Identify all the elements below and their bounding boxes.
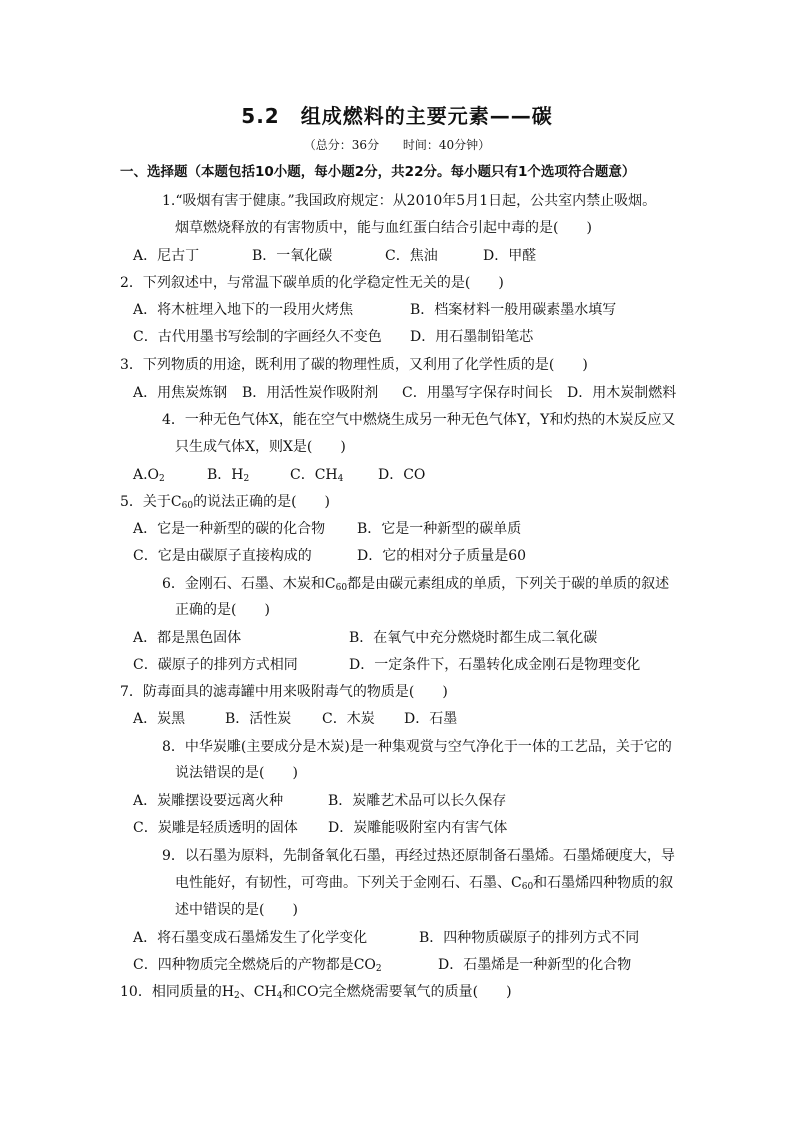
q4-option-c: C．$CH_4$ bbox=[290, 467, 344, 484]
q9-stem-line2: 电性能好，有韧性，可弯曲。下列关于金刚石、石墨、$C_{60}$和石墨烯四种物质的叙 bbox=[175, 875, 674, 892]
q4-stem-line1: 4．一种无色气体X，能在空气中燃烧生成另一种无色气体Y，Y和灼热的木炭反应又 bbox=[162, 412, 676, 428]
q1-stem-line2: 烟草燃烧释放的有害物质中，能与血红蛋白结合引起中毒的是( ) bbox=[175, 220, 592, 236]
q8-stem-line1: 8．中华炭雕(主要成分是木炭)是一种集观赏与空气净化于一体的工艺品，关于它的 bbox=[162, 739, 672, 755]
q2-stem: 2．下列叙述中，与常温下碳单质的化学稳定性无关的是( ) bbox=[120, 275, 504, 291]
q9-option-b: B．四种物质碳原子的排列方式不同 bbox=[419, 930, 640, 946]
q1-option-a: A．尼古丁 bbox=[133, 248, 200, 264]
q2-option-c: C．古代用墨书写绘制的字画经久不变色 bbox=[133, 329, 382, 345]
q4-option-b: B．$H_2$ bbox=[207, 467, 250, 484]
q3-option-b: B．用活性炭作吸附剂 bbox=[242, 385, 379, 401]
q4-option-a: $A.O_2$ bbox=[133, 467, 165, 484]
exam-meta bbox=[0, 136, 794, 153]
q8-stem-line2: 说法错误的是( ) bbox=[175, 765, 298, 781]
q9-option-c: C．四种物质完全燃烧后的产物都是$CO_2$ bbox=[133, 957, 382, 974]
time-limit: 时间：40分钟） bbox=[402, 138, 491, 152]
q3-option-d: D．用木炭制燃料 bbox=[567, 385, 677, 401]
q5-option-d: D．它的相对分子质量是60 bbox=[357, 548, 527, 564]
q6-option-a: A．都是黑色固体 bbox=[133, 630, 242, 646]
q7-option-d: D．石墨 bbox=[404, 711, 458, 727]
q1-option-d: D．甲醛 bbox=[483, 248, 537, 264]
q7-stem: 7．防毒面具的滤毒罐中用来吸附毒气的物质是( ) bbox=[120, 684, 448, 700]
q2-option-d: D．用石墨制铅笔芯 bbox=[410, 329, 534, 345]
q8-option-b: B．炭雕艺术品可以长久保存 bbox=[328, 793, 507, 809]
q4-option-d: D．CO bbox=[378, 467, 426, 483]
q3-option-a: A．用焦炭炼钢 bbox=[133, 385, 228, 401]
q1-option-c: C．焦油 bbox=[385, 248, 438, 264]
q5-option-b: B．它是一种新型的碳单质 bbox=[357, 521, 522, 537]
q6-stem-line1: 6．金刚石、石墨、木炭和$C_{60}$都是由碳元素组成的单质，下列关于碳的单质的叙述 bbox=[162, 576, 670, 593]
q9-stem-line3: 述中错误的是( ) bbox=[175, 902, 298, 918]
q4-stem-line2: 只生成气体X，则X是( ) bbox=[175, 439, 346, 455]
q5-option-a: A．它是一种新型的碳的化合物 bbox=[133, 521, 326, 537]
q7-option-c: C．木炭 bbox=[322, 711, 375, 727]
q10-stem: 10．相同质量的$H_2$、$CH_4$和CO完全燃烧需要氧气的质量( ) bbox=[120, 984, 512, 1001]
q6-stem-line2: 正确的是( ) bbox=[175, 602, 270, 618]
q8-option-c: C．炭雕是轻质透明的固体 bbox=[133, 820, 298, 836]
section-heading: 一、选择题（本题包括10小题，每小题2分，共22分。每小题只有1个选项符合题意） bbox=[120, 164, 636, 180]
q2-option-a: A．将木桩埋入地下的一段用火烤焦 bbox=[133, 302, 354, 318]
q6-option-b: B．在氧气中充分燃烧时都生成二氧化碳 bbox=[349, 630, 598, 646]
page-title: 5.2 组成燃料的主要元素——碳 bbox=[241, 104, 553, 128]
q9-option-a: A．将石墨变成石墨烯发生了化学变化 bbox=[133, 930, 368, 946]
q5-option-c: C．它是由碳原子直接构成的 bbox=[133, 548, 312, 564]
q9-option-d: D．石墨烯是一种新型的化合物 bbox=[438, 957, 632, 973]
q3-stem: 3．下列物质的用途，既利用了碳的物理性质，又利用了化学性质的是( ) bbox=[120, 357, 588, 373]
q5-stem: 5．关于$C_{60}$的说法正确的是( ) bbox=[120, 494, 331, 511]
q7-option-b: B．活性炭 bbox=[225, 711, 292, 727]
q1-stem-line1: 1.“吸烟有害于健康。”我国政府规定：从2010年5月1日起，公共室内禁止吸烟。 bbox=[162, 193, 657, 209]
q8-option-a: A．炭雕摆设要远离火种 bbox=[133, 793, 284, 809]
total-score: （总分：36分 bbox=[303, 138, 380, 152]
q6-option-c: C．碳原子的排列方式相同 bbox=[133, 657, 298, 673]
q2-option-b: B．档案材料一般用碳素墨水填写 bbox=[410, 302, 617, 318]
q7-option-a: A．炭黑 bbox=[133, 711, 186, 727]
q1-option-b: B．一氧化碳 bbox=[252, 248, 333, 264]
q9-stem-line1: 9．以石墨为原料，先制备氧化石墨，再经过热还原制备石墨烯。石墨烯硬度大，导 bbox=[162, 848, 675, 864]
q8-option-d: D．炭雕能吸附室内有害气体 bbox=[328, 820, 508, 836]
q3-option-c: C．用墨写字保存时间长 bbox=[402, 385, 553, 401]
q6-option-d: D．一定条件下，石墨转化成金刚石是物理变化 bbox=[349, 657, 641, 673]
